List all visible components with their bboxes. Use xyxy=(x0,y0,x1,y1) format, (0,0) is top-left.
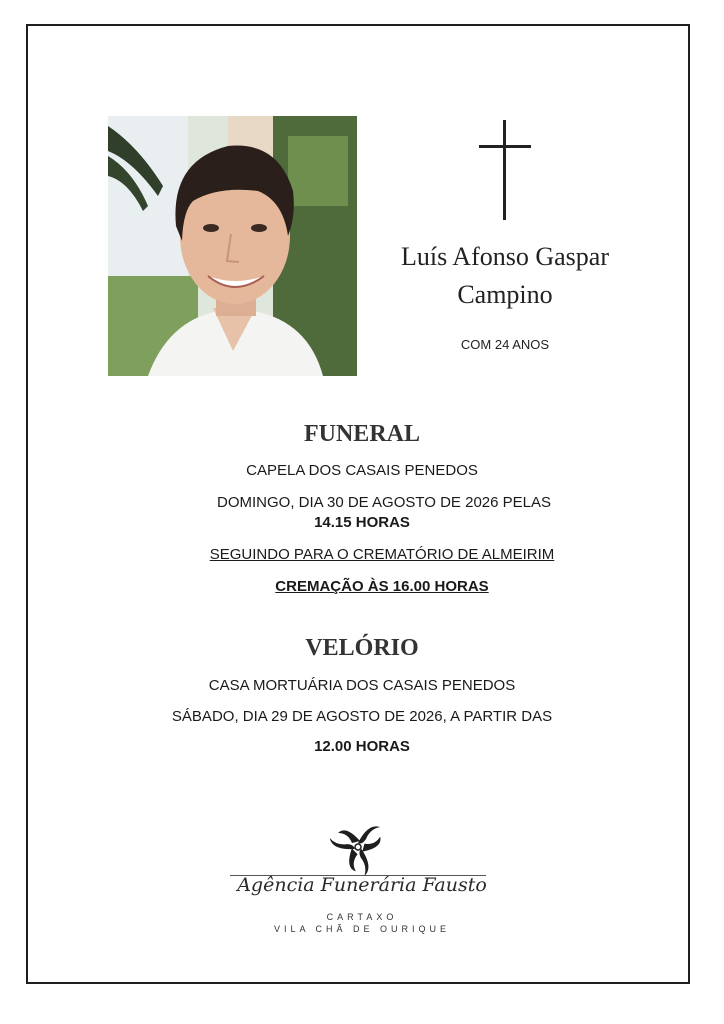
agency-city: CARTAXO xyxy=(326,912,398,922)
cross-icon xyxy=(479,120,531,220)
wake-date: SÁBADO, DIA 29 DE AGOSTO DE 2026, A PARTIR DAS xyxy=(171,708,553,725)
agency-name: Agência Funerária Fausto xyxy=(237,874,487,896)
funeral-date: DOMINGO, DIA 30 DE AGOSTO DE 2026 PELAS xyxy=(216,494,551,511)
portrait-photo xyxy=(108,116,357,376)
agency-logo-icon xyxy=(326,818,390,876)
wake-title: VELÓRIO xyxy=(305,635,419,661)
wake-time: 12.00 HORAS xyxy=(314,738,410,755)
funeral-time: 14.15 HORAS xyxy=(314,514,410,531)
wake-location: CASA MORTUÁRIA DOS CASAIS PENEDOS xyxy=(208,677,516,694)
deceased-name xyxy=(380,238,630,314)
deceased-name-line2: Campino xyxy=(457,280,553,309)
funeral-location: CAPELA DOS CASAIS PENEDOS xyxy=(246,462,478,479)
deceased-age: COM 24 ANOS xyxy=(460,337,550,352)
cremation-time: CREMAÇÃO ÀS 16.00 HORAS xyxy=(275,578,489,595)
deceased-name-line1: Luís Afonso Gaspar xyxy=(401,242,609,271)
funeral-procession: SEGUINDO PARA O CREMATÓRIO DE ALMEIRIM xyxy=(209,546,555,563)
funeral-title: FUNERAL xyxy=(303,421,420,447)
agency-locality: VILA CHÃ DE OURIQUE xyxy=(273,924,451,934)
